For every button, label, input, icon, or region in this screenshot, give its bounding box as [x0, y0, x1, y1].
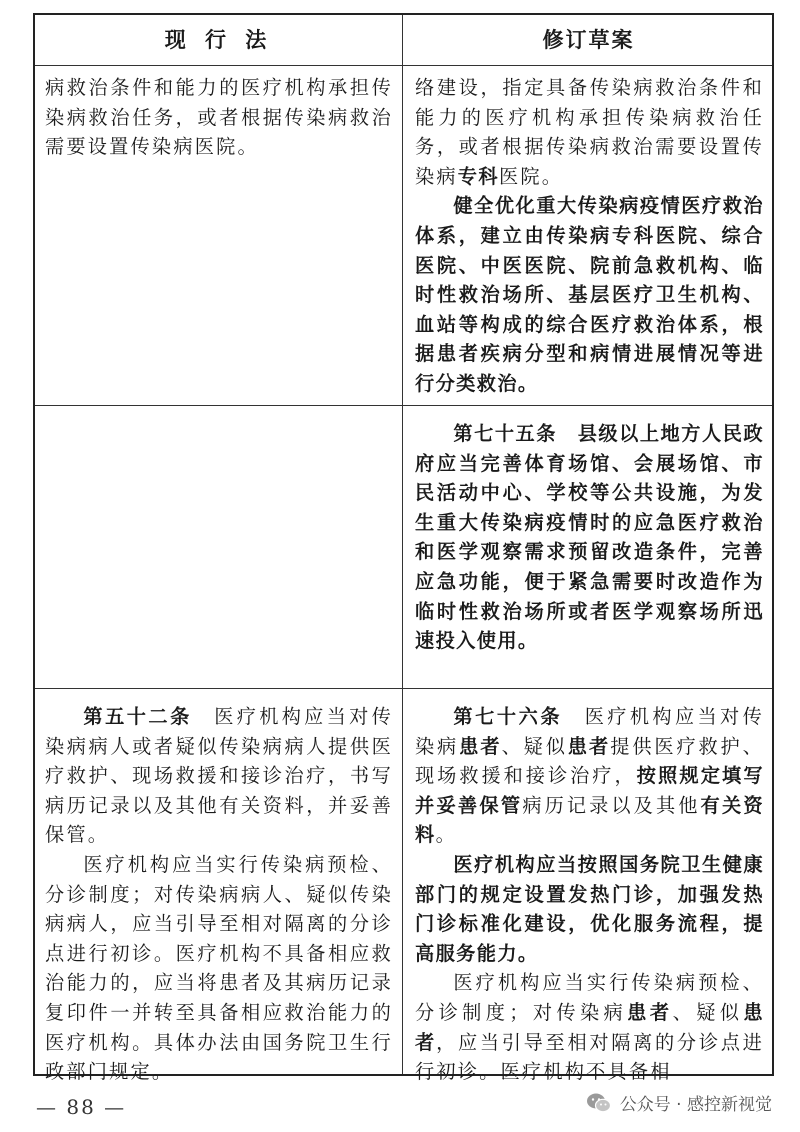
watermark-text: 公众号 · 感控新视觉	[619, 1095, 772, 1115]
row1-left-paragraph: 病救治条件和能力的医疗机构承担传染病救治任务，或者根据传染病救治需要设置传染病医院。	[45, 76, 393, 159]
revised-text: 患者	[627, 1000, 673, 1024]
watermark	[586, 1090, 772, 1115]
row-divider	[35, 688, 772, 689]
row1-right-paragraph-1	[415, 73, 764, 191]
row3-left-paragraph-1	[45, 702, 393, 850]
revised-text: 患者	[459, 734, 502, 758]
revised-text: 患者	[415, 1000, 764, 1054]
revised-text: 有关资料	[415, 793, 765, 847]
text-run: 病历记录以及其他	[522, 793, 701, 817]
header-current-law: 现 行 法	[164, 28, 273, 52]
row3-right-paragraph-2: 医疗机构应当按照国务院卫生健康部门的规定设置发热门诊，加强发热门诊标准化建设，优化服务流程，提高服务能力。	[415, 852, 764, 965]
comparison-table	[33, 13, 774, 1084]
article-number: 第五十二条	[83, 705, 192, 728]
text-run: 提供医疗救护、现场救援和接诊治疗，	[415, 734, 764, 788]
revised-text: 专科	[457, 164, 499, 188]
row-divider	[35, 65, 772, 66]
text-run: 医疗机构应当对传染病	[415, 705, 765, 758]
row3-revision-draft	[403, 702, 774, 1087]
header-revision-draft: 修订草案	[542, 28, 635, 52]
text-run: ，应当引导至相对隔离的分诊点进行初诊。医疗机构不具备相	[415, 1030, 764, 1084]
row2-right-paragraph-1	[415, 419, 764, 656]
row3-right-paragraph-3	[415, 968, 764, 1086]
row1-right-paragraph-2: 健全优化重大传染病疫情医疗救治体系，建立由传染病专科医院、综合医院、中医医院、院前急救机构、临时性救治场所、基层医疗卫生机构、血站等构成的综合医疗救治体系，根据患者疾病分型和病情进展情况等进行分类救治。	[415, 194, 764, 395]
page-number: — 88 —	[36, 1095, 127, 1119]
article-number: 第七十六条	[453, 705, 563, 728]
row3-left-paragraph-2: 医疗机构应当实行传染病预检、分诊制度；对传染病病人、疑似传染病病人，应当引导至相对隔离的分诊点进行初诊。医疗机构不具备相应救治能力的，应当将患者及其病历记录复印件一并转至具备相应救治能力的医疗机构。具体办法由国务院卫生行政部门规定。	[45, 852, 393, 1084]
row1-current-law	[35, 73, 402, 162]
text-run: 医疗机构应当实行传染病预检、分诊制度；对传染病	[415, 971, 764, 1024]
text-run: 、疑似	[672, 1000, 744, 1024]
article-number: 第七十五条	[453, 422, 557, 445]
text-run: 络建设，指定具备传染病救治条件和能力的医疗机构承担传染病救治任务，或者根据传染病救治需要设置传染病	[415, 76, 764, 188]
wechat-icon	[586, 1092, 612, 1114]
row2-revision-draft	[403, 419, 774, 656]
row-divider	[35, 405, 772, 406]
text-run: 。	[435, 823, 457, 847]
text-run: 医疗机构应当对传染病病人或者疑似传染病病人提供医疗救护、现场救援和接诊治疗，书写病历记录以及其他有关资料，并妥善保管。	[45, 705, 393, 847]
text-run: 医院。	[498, 164, 564, 188]
text-run: 县级以上地方人民政府应当完善体育场馆、会展场馆、市民活动中心、学校等公共设施，为发生重大传染病疫情时的应急医疗救治和医学观察需求预留改造条件，完善应急功能，便于紧急需要时改造作为临时性救治场所或者医学观察场所迅速投入使用。	[415, 422, 764, 653]
text-run: 、疑似	[501, 734, 568, 758]
row3-right-paragraph-1	[415, 702, 764, 850]
row1-revision-draft	[403, 73, 774, 399]
revised-text: 按照规定填写并妥善保管	[415, 764, 764, 817]
revised-text: 患者	[567, 734, 611, 758]
row3-current-law	[35, 702, 402, 1087]
